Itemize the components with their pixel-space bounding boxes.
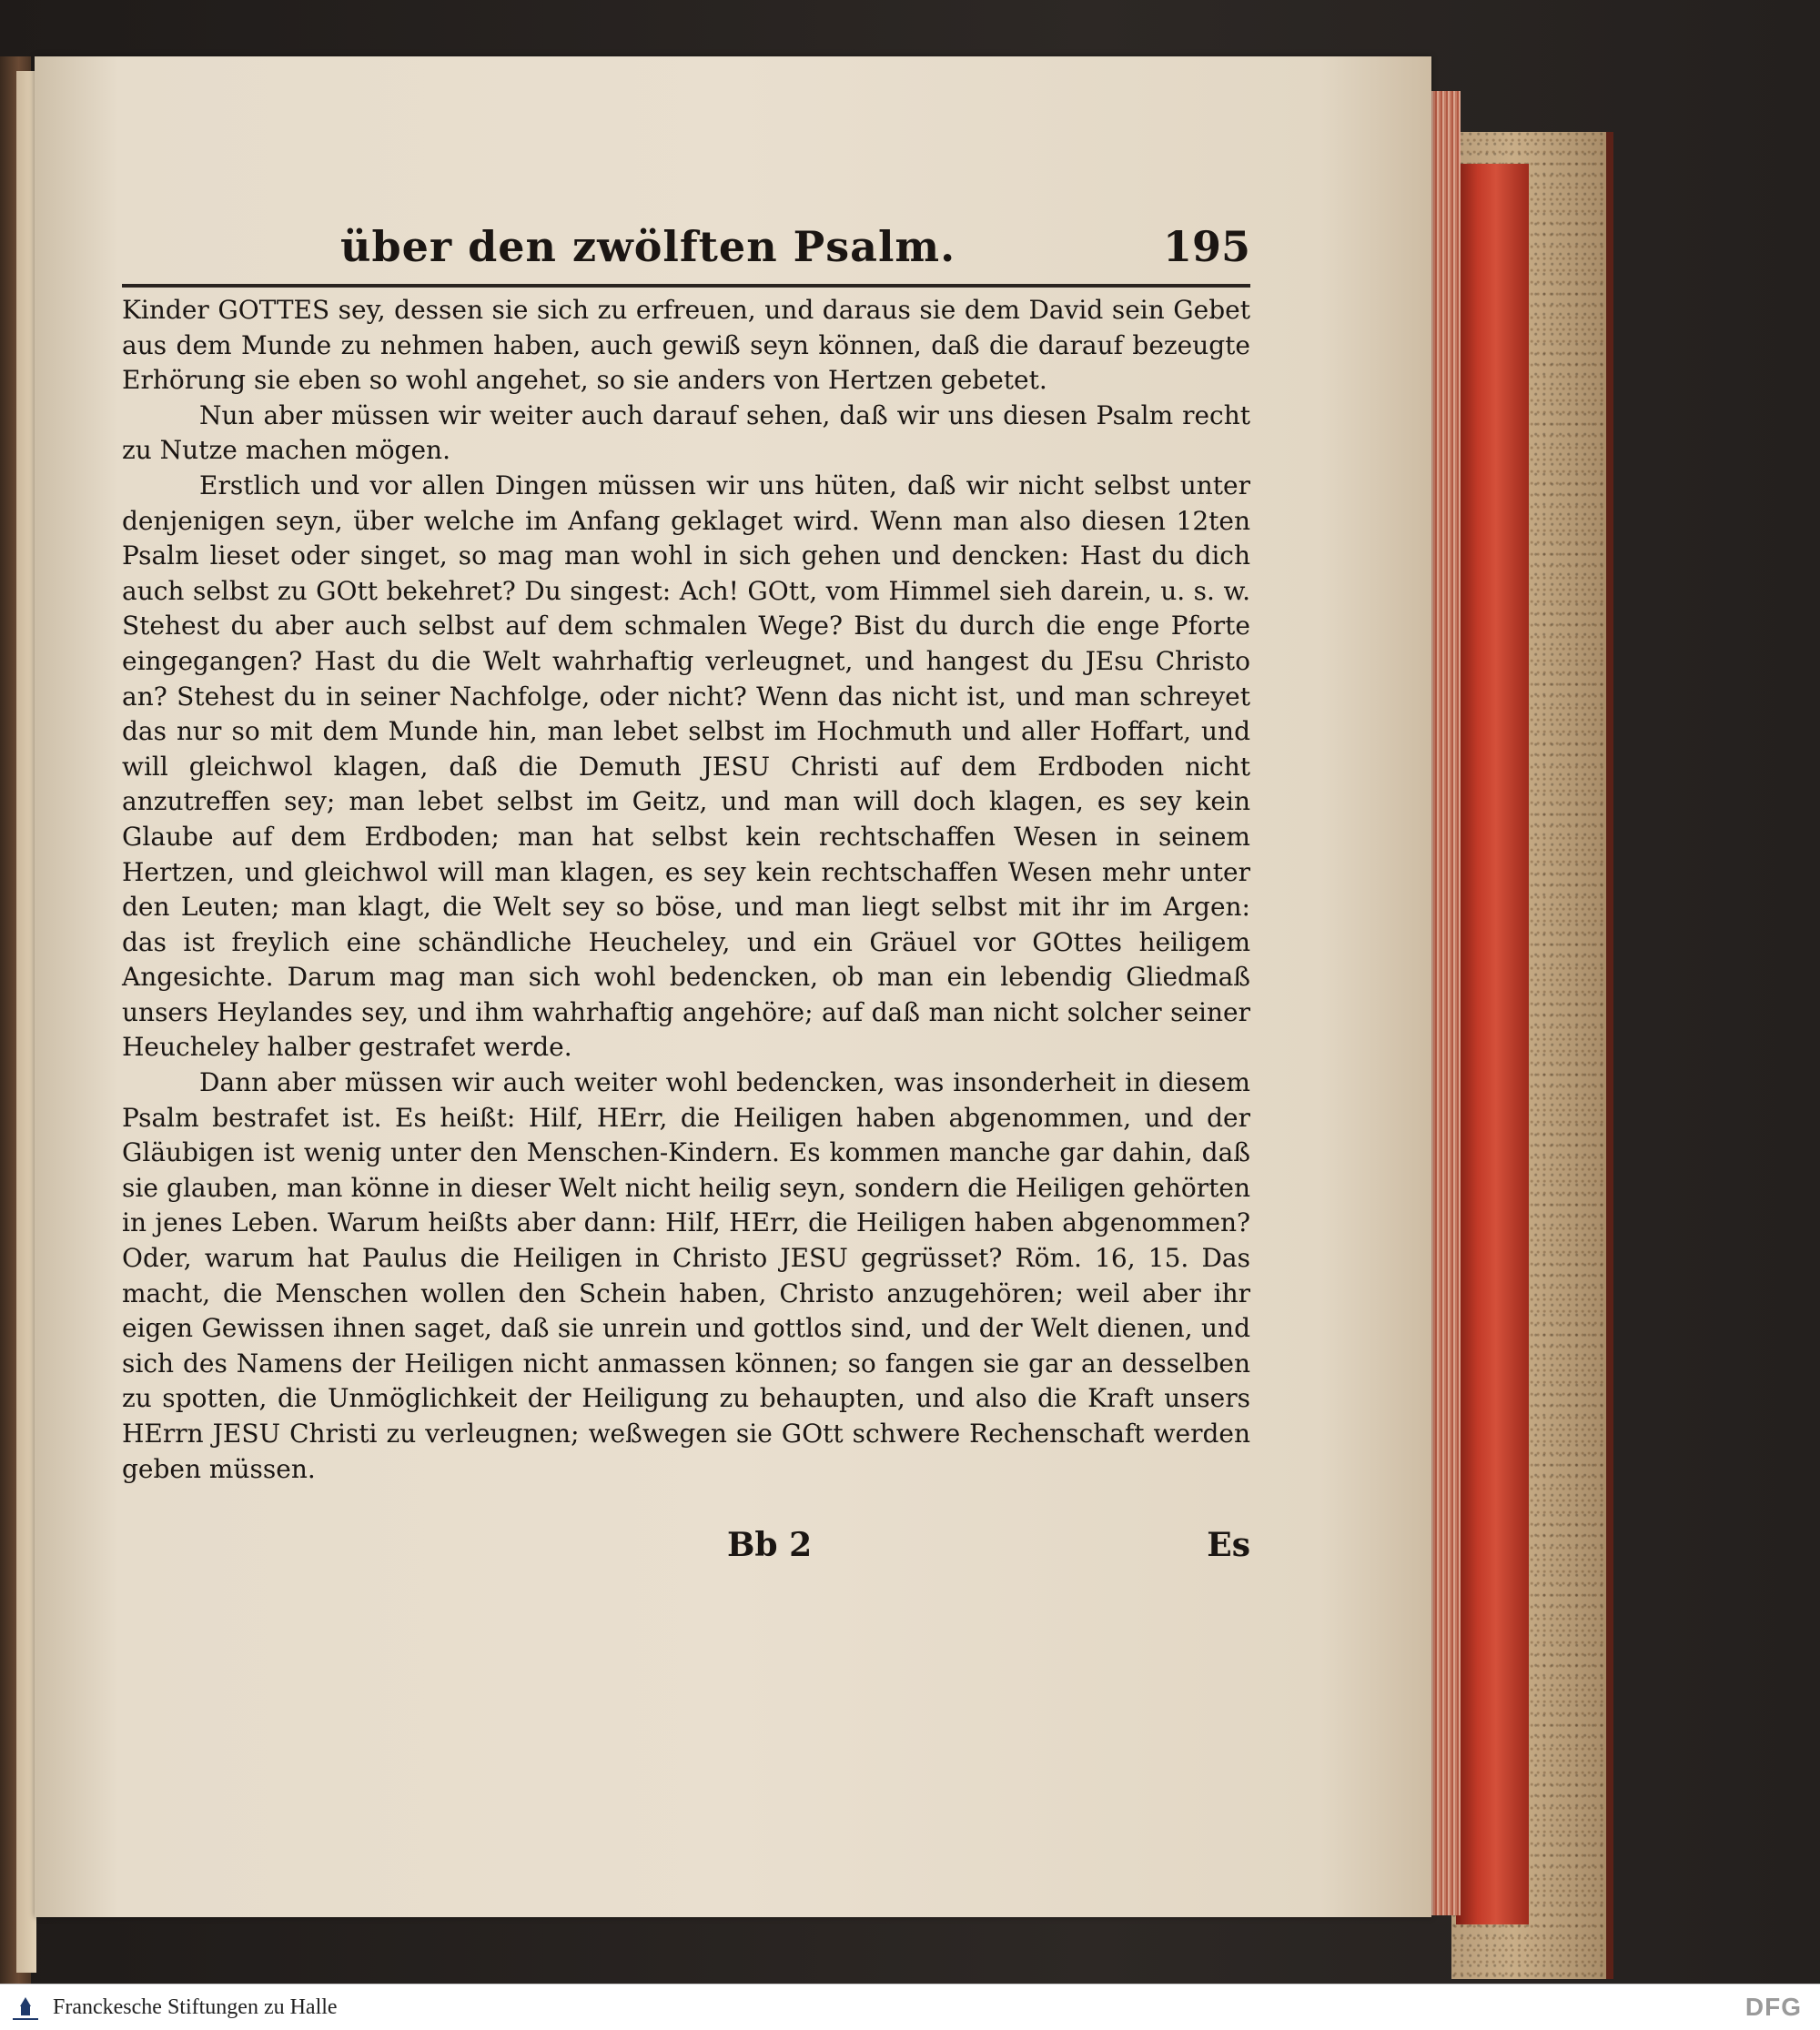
text-block [122, 222, 1250, 1582]
catchword: Es [1207, 1526, 1250, 1565]
book-page [35, 56, 1431, 1917]
viewer-footer-bar [0, 1984, 1820, 2030]
red-page-edges [1456, 164, 1529, 1924]
signature-mark: Bb 2 [727, 1526, 813, 1565]
dfg-logo[interactable]: DFG [1744, 1993, 1802, 2021]
paragraph: Nun aber müssen wir weiter auch darauf sehen, daß wir uns diesen Psalm recht zu Nutze machen mögen. [122, 399, 1250, 466]
institution-logo-icon[interactable] [7, 1990, 44, 2025]
institution-name[interactable]: Franckesche Stiftungen zu Halle [53, 1995, 338, 2019]
page-number: 195 [1162, 222, 1250, 271]
page-footer [122, 1528, 1250, 1582]
paragraph: Kinder GOTTES sey, dessen sie sich zu erfreuen, und daraus sie dem David sein Gebet aus dem Munde zu nehmen haben, auch gewiß seyn können, daß die darauf bezeugte Erhörung sie eben so wohl angehet, so sie anders von Hertzen gebetet. [122, 295, 1250, 396]
left-page-edge [16, 71, 36, 1973]
paragraph: Dann aber müssen wir auch weiter wohl bedencken, was insonderheit in diesem Psalm bestrafet ist. Es heißt: Hilf, HErr, die Heiligen haben abgenommen, und der Gläubigen ist wenig unter den Menschen-Kindern. Es kommen manche gar dahin, daß sie glauben, man könne in dieser Welt nicht heilig seyn, sondern die Heiligen gehörten in jenes Leben. Warum heißts aber dann: Hilf, HErr, die Heiligen haben abgenommen? Oder, warum hat Paulus die Heiligen in Christo JESU gegrüsset? Röm. 16, 15. Das macht, die Menschen wollen den Schein haben, Christo anzugehören; weil aber ihr eigen Gewissen ihnen saget, daß sie unrein und gottlos sind, und der Welt dienen, und sich des Namens der Heiligen nicht anmassen können; so fangen sie gar an desselben zu spotten, die Unmöglichkeit der Heiligung zu behaupten, und also die Kraft unsers HErrn JESU Christi zu verleugnen; weßwegen sie GOtt schwere Rechenschaft werden geben müssen. [122, 1067, 1250, 1484]
running-title: über den zwölften Psalm. [340, 222, 956, 271]
paragraph: Erstlich und vor allen Dingen müssen wir uns hüten, daß wir nicht selbst unter denjenigen seyn, über welche im Anfang geklaget wird. Wenn man also diesen 12ten Psalm lieset oder singet, so mag man wohl in sich gehen und dencken: Hast du dich auch selbst zu GOtt bekehret? Du singest: Ach! GOtt, vom Himmel sieh darein, u. s. w. Stehest du aber auch selbst auf dem schmalen Wege? Bist du durch die enge Pforte eingegangen? Hast du die Welt wahrhaftig verleugnet, und hangest du JEsu Christo an? Stehest du in seiner Nachfolge, oder nicht? Wenn das nicht ist, und man schreyet das nur so mit dem Munde hin, man lebet selbst im Hochmuth und aller Hoffart, und will gleichwol klagen, daß die Demuth JESU Christi auf dem Erdboden nicht anzutreffen sey; man lebet selbst im Geitz, und man will doch klagen, es sey kein Glaube auf dem Erdboden; man hat selbst kein rechtschaffen Wesen in seinem Hertzen, und gleichwol will man klagen, es sey kein rechtschaffen Wesen mehr unter den Leuten; man klagt, die Welt sey so böse, und man liegt selbst mit ihr im Argen: das ist freylich eine schändliche Heucheley, und ein Gräuel vor GOttes heiligem Angesichte. Darum mag man sich wohl bedencken, ob man ein lebendig Gliedmaß unsers Heylandes sey, und ihm wahrhaftig angehöre; auf daß man nicht solcher seiner Heucheley halber gestrafet werde. [122, 470, 1250, 1063]
running-header [122, 222, 1250, 288]
